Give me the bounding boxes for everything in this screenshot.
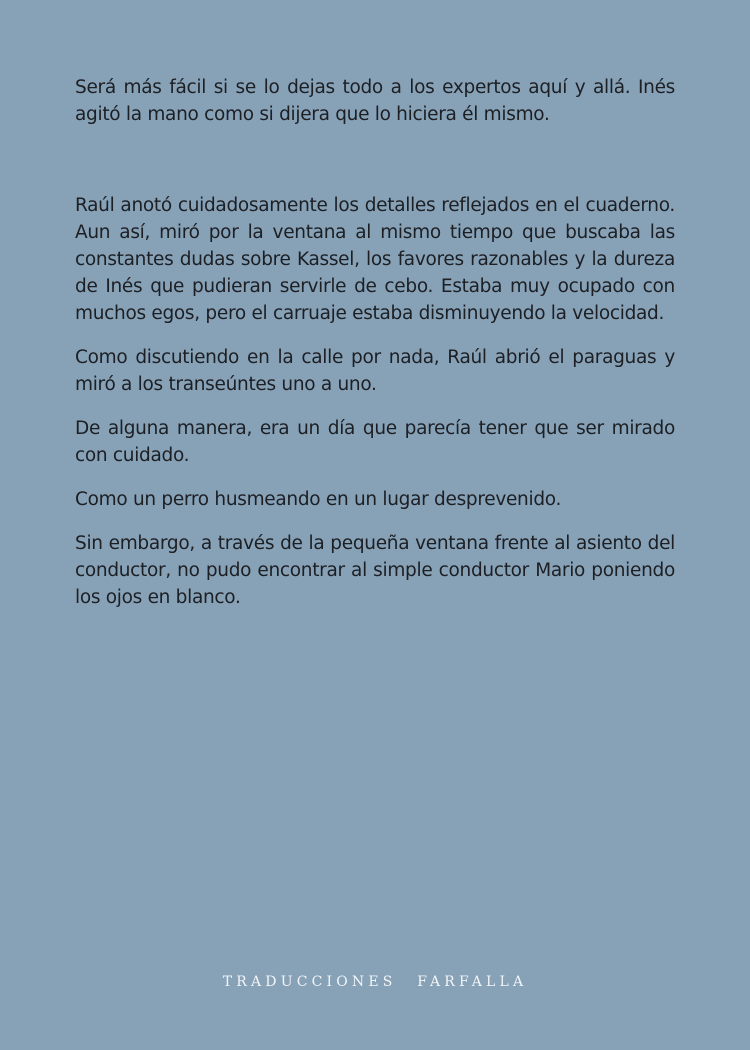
paragraph-4: De alguna manera, era un día que parecía tener que ser mirado con cuidado. [75, 418, 675, 466]
paragraph-5: Como un perro husmeando en un lugar desprevenido. [75, 489, 562, 510]
paragraph-6: Sin embargo, a través de la pequeña ventana frente al asiento del conductor, no pudo encontrar al simple conductor Mario poniendo los ojos en blanco. [75, 533, 675, 608]
footer-credit: TRADUCCIONES FARFALLA [222, 974, 528, 990]
body-text [75, 74, 675, 628]
paragraph-2: Raúl anotó cuidadosamente los detalles reflejados en el cuaderno. Aun así, miró por la ventana al mismo tiempo que buscaba las constantes dudas sobre Kassel, los favores razonables y la dureza de Inés que pudieran servirle de cebo. Estaba muy ocupado con muchos egos, pero el carruaje estaba disminuyendo la velocidad. [75, 195, 675, 324]
paragraph-3: Como discutiendo en la calle por nada, Raúl abrió el paraguas y miró a los transeúntes uno a uno. [75, 347, 675, 395]
paragraph-1: Será más fácil si se lo dejas todo a los expertos aquí y allá. Inés agitó la mano como si dijera que lo hiciera él mismo. [75, 77, 675, 125]
